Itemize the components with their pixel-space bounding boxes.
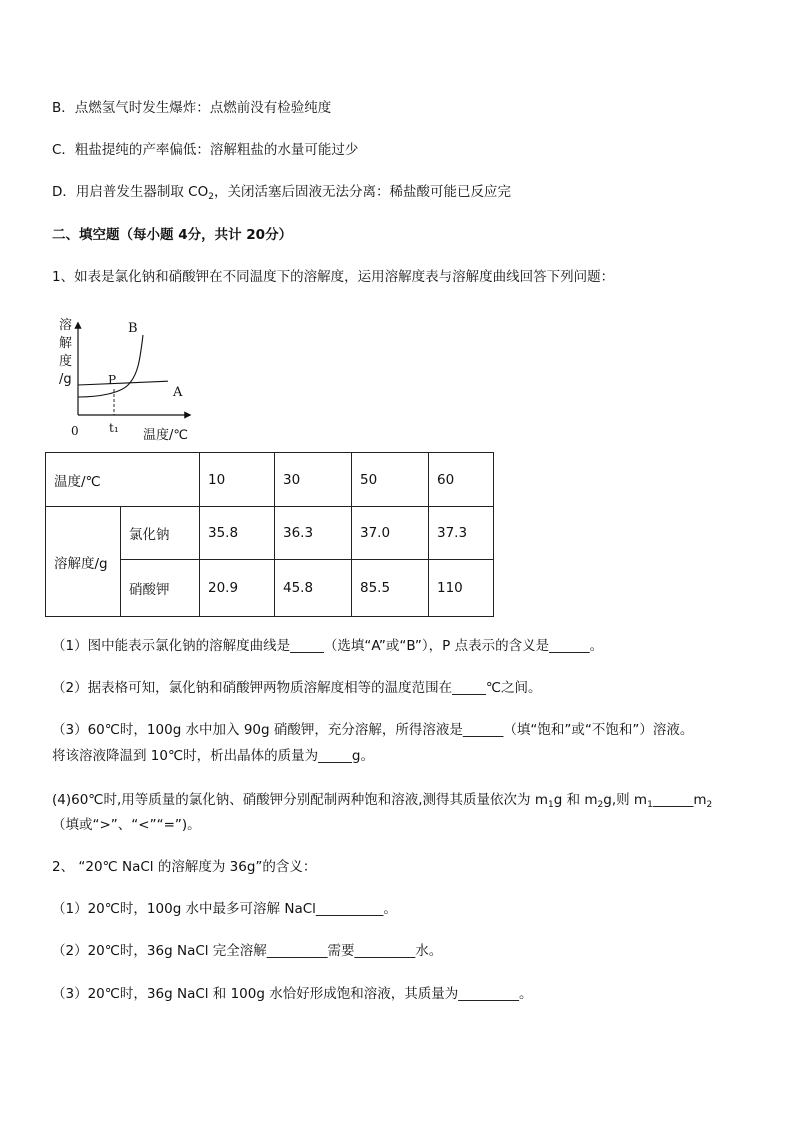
question-2-sub1: （1）20℃时，100g 水中最多可溶解 NaCl__________。 xyxy=(52,901,397,917)
sub4-subscript-1: 1 xyxy=(548,800,554,810)
label-p: P xyxy=(108,373,117,387)
table-row xyxy=(46,507,494,560)
solubility-group-label: 溶解度/g xyxy=(46,507,121,617)
sub4-part-b: g 和 m xyxy=(553,792,598,808)
label-a: A xyxy=(173,385,183,400)
cell-nacl-50: 37.0 xyxy=(352,507,429,560)
option-d-prefix: D．用启普发生器制取 CO xyxy=(52,184,209,200)
question-1-sub4-line1 xyxy=(52,790,712,815)
solubility-table xyxy=(45,452,494,617)
question-2-sub3: （3）20℃时，36g NaCl 和 100g 水恰好形成饱和溶液，其质量为_________。 xyxy=(52,986,533,1002)
co2-subscript: 2 xyxy=(208,192,214,202)
cell-nacl-60: 37.3 xyxy=(429,507,494,560)
curve-a xyxy=(78,381,168,385)
option-d xyxy=(52,182,511,207)
cell-nacl-10: 35.8 xyxy=(200,507,275,560)
question-1-intro: 1、如表是氯化钠和硝酸钾在不同温度下的溶解度，运用溶解度表与溶解度曲线回答下列问题： xyxy=(52,269,615,285)
sub4-subscript-2: 2 xyxy=(597,800,604,810)
table-header-row xyxy=(46,453,494,507)
temp-30: 30 xyxy=(275,453,352,507)
cell-kno3-60: 110 xyxy=(429,560,494,617)
cell-kno3-50: 85.5 xyxy=(352,560,429,617)
origin-label: 0 xyxy=(71,424,79,438)
question-1-sub3-line1: （3）60℃时，100g 水中加入 90g 硝酸钾，充分溶解，所得溶液是______（填“饱和”或“不饱和”）溶液。 xyxy=(52,722,694,738)
sub4-subscript-4: 2 xyxy=(706,800,713,810)
temp-header: 温度/℃ xyxy=(46,453,200,507)
sub4-part-c: g,则 m xyxy=(603,792,648,808)
y-label-3: 度 xyxy=(59,354,73,369)
sub4-subscript-3: 1 xyxy=(647,800,653,810)
temp-10: 10 xyxy=(200,453,275,507)
label-b: B xyxy=(128,321,138,336)
cell-nacl-30: 36.3 xyxy=(275,507,352,560)
temp-60: 60 xyxy=(429,453,494,507)
question-1-sub4-line2: （填或“>”、“<”“=”)。 xyxy=(52,817,201,833)
question-2-intro: 2、 “20℃ NaCl 的溶解度为 36g”的含义： xyxy=(52,859,317,875)
question-2-sub2: （2）20℃时，36g NaCl 完全溶解_________需要_________水。 xyxy=(52,943,443,959)
y-label-4: /g xyxy=(59,372,72,387)
option-d-suffix: ，关闭活塞后固液无法分离：稀盐酸可能已反应完 xyxy=(213,184,511,200)
curve-b xyxy=(78,335,143,397)
x-axis-label: 温度/℃ xyxy=(143,428,188,443)
question-1-sub3-line2: 将该溶液降温到 10℃时，析出晶体的质量为_____g。 xyxy=(52,748,374,764)
tick-t1: t₁ xyxy=(109,421,119,435)
y-label-2: 解 xyxy=(59,336,73,351)
sub4-part-a: (4)60℃时,用等质量的氯化钠、硝酸钾分别配制两种饱和溶液,测得其质量依次为 m xyxy=(52,792,548,808)
cell-kno3-30: 45.8 xyxy=(275,560,352,617)
question-1-sub2: （2）据表格可知，氯化钠和硝酸钾两物质溶解度相等的温度范围在_____℃之间。 xyxy=(52,680,542,696)
option-b: B．点燃氢气时发生爆炸：点燃前没有检验纯度 xyxy=(52,100,332,116)
temp-50: 50 xyxy=(352,453,429,507)
sub4-part-d: ______m xyxy=(652,792,707,808)
row-name-kno3: 硝酸钾 xyxy=(121,560,200,617)
y-label-1: 溶 xyxy=(59,318,73,333)
cell-kno3-10: 20.9 xyxy=(200,560,275,617)
section-title: 二、填空题（每小题 4分，共计 20分） xyxy=(52,227,293,243)
solubility-curve-graph xyxy=(40,315,210,450)
option-c: C．粗盐提纯的产率偏低：溶解粗盐的水量可能过少 xyxy=(52,142,359,158)
question-1-sub1: （1）图中能表示氯化钠的溶解度曲线是_____（选填“A”或“B”），P 点表示的含义是______。 xyxy=(52,638,604,654)
row-name-nacl: 氯化钠 xyxy=(121,507,200,560)
